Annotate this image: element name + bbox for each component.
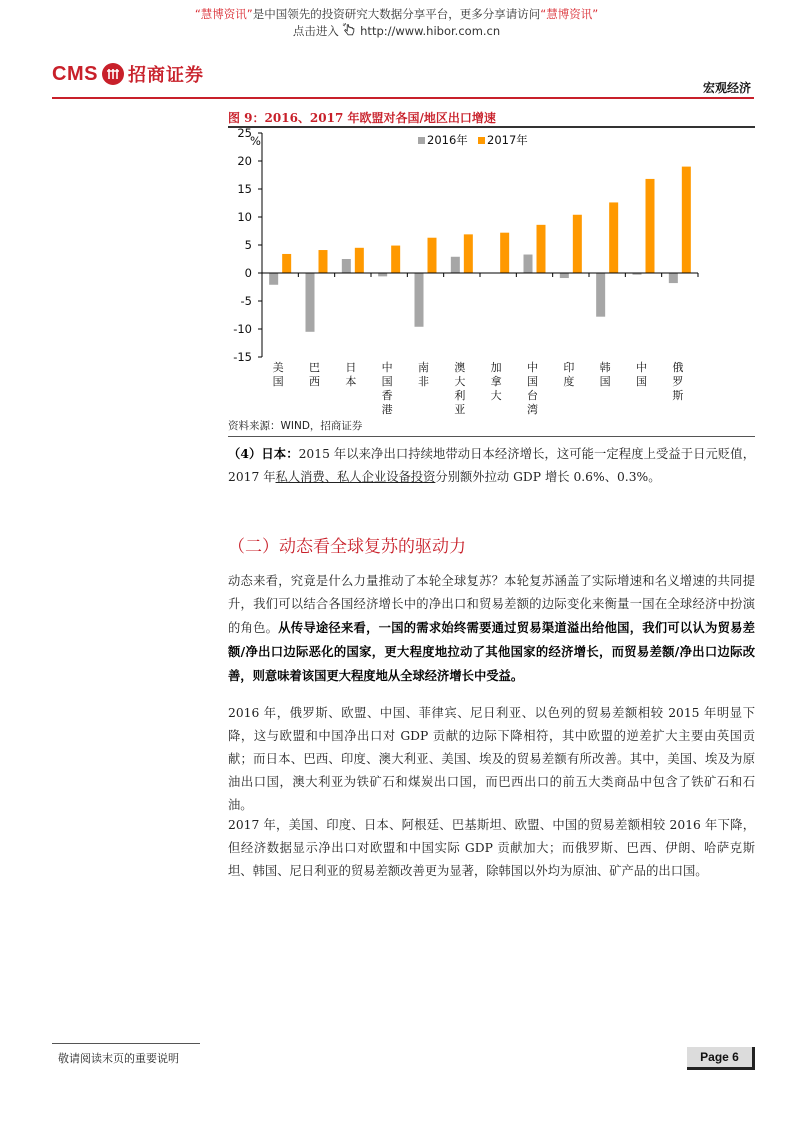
- bar-2017年-日本: [355, 248, 364, 273]
- logo-cn-text: 招商证券: [127, 65, 204, 86]
- y-tick-label: 15: [237, 182, 252, 196]
- y-tick-label: 0: [244, 266, 252, 280]
- x-category-label: 印: [563, 361, 575, 374]
- x-category-label: 国: [381, 375, 393, 388]
- footer-note: 敬请阅读末页的重要说明: [58, 1052, 179, 1065]
- bar-2017年-印度: [573, 215, 582, 273]
- bar-2017年-南非: [428, 238, 437, 273]
- bar-2016年-南非: [415, 273, 424, 327]
- x-category-label: 国: [272, 375, 284, 388]
- paragraph-japan: [228, 442, 755, 489]
- x-category-label: 度: [563, 375, 575, 388]
- x-category-label: 台: [527, 389, 538, 402]
- section-label: 宏观经济: [702, 81, 751, 95]
- x-category-label: 港: [381, 403, 393, 416]
- drivers-bold-text: 从传导途径来看，一国的需求始终需要通过贸易渠道溢出给他国，我们可以认为贸易差额/净出口边际恶化的国家，更大程度地拉动了其他国家的经济增长，而贸易差额/净出口边际改善，则意味着该国更大程度地从全球经济增长中受益。: [228, 620, 755, 683]
- x-category-label: 湾: [527, 403, 538, 416]
- text-2016: 2016 年，俄罗斯、欧盟、中国、菲律宾、尼日利亚、以色列的贸易差额相较 2015 年明显下降，这与欧盟和中国净出口对 GDP 贡献的边际下降相符，其中欧盟的逆差扩大主要由英国贡献；而日本、巴西、印度、澳大利亚、美国、埃及的贸易差额有所改善。其中，美国、埃及为原油出口国，澳大利亚为铁矿石和煤炭出口国，而巴西出口的前五大类商品中包含了铁矿石和石油。: [228, 706, 755, 812]
- bar-2017年-美国: [282, 254, 291, 273]
- x-category-label: 大: [454, 375, 466, 388]
- japan-text-1: 2015 年以来净出口持续地带动日本经济增长，这可能一定程度上受益于日元贬值，2017 年: [228, 447, 755, 484]
- x-category-label: 中: [381, 361, 393, 374]
- banner-line-1: [0, 6, 793, 23]
- x-category-label: 巴: [309, 361, 320, 374]
- y-tick-label: 10: [237, 210, 252, 224]
- x-category-label: 利: [454, 389, 466, 402]
- x-category-label: 澳: [454, 361, 466, 374]
- cms-logo: [52, 62, 204, 86]
- y-axis: [233, 128, 262, 364]
- bar-2017年-加拿大: [500, 233, 509, 273]
- bar-2016年-中国台湾: [524, 255, 533, 273]
- y-tick-label: -15: [233, 350, 252, 364]
- x-category-label: 中: [636, 361, 647, 374]
- legend-label-2017年: 2017年: [487, 133, 528, 147]
- x-category-label: 俄: [672, 361, 684, 374]
- paragraph-drivers: [228, 570, 755, 688]
- banner-brand[interactable]: “慧博资讯”: [194, 7, 253, 21]
- bar-2016年-中国香港: [378, 273, 387, 276]
- footer-rule: [52, 1043, 200, 1044]
- bar-2016年-美国: [269, 273, 278, 285]
- pointer-hand-icon: [342, 23, 356, 37]
- bar-2016年-印度: [560, 273, 569, 278]
- x-category-label: 国: [599, 375, 611, 388]
- x-category-label: 南: [418, 361, 429, 374]
- export-growth-chart: [228, 128, 708, 418]
- source-rule: [228, 436, 755, 437]
- y-tick-label: 25: [237, 128, 252, 140]
- x-category-label: 国: [527, 375, 538, 388]
- top-banner: [0, 6, 793, 40]
- header-divider: [52, 97, 754, 99]
- japan-text-underlined: 私人消费、私人企业设备投资: [275, 470, 436, 484]
- paragraph-2017: [228, 814, 755, 883]
- legend-swatch-2017年: [478, 137, 485, 144]
- bar-2017年-中国香港: [391, 246, 400, 273]
- y-tick-label: 20: [237, 154, 252, 168]
- legend-label-2016年: 2016年: [427, 133, 468, 147]
- x-category-label: 本: [345, 375, 357, 388]
- paragraph-2016: [228, 702, 755, 817]
- bar-2016年-巴西: [306, 273, 315, 332]
- japan-label: （4）日本：: [228, 446, 299, 461]
- x-category-label: 罗: [672, 375, 684, 388]
- logo-cms-text: CMS: [52, 62, 98, 85]
- x-category-label: 美: [272, 361, 284, 374]
- x-category-label: 斯: [672, 389, 684, 402]
- section-heading: （二）动态看全球复苏的驱动力: [228, 537, 466, 557]
- drivers-text: 动态来看，究竟是什么力量推动了本轮全球复苏？本轮复苏涵盖了实际增速和名义增速的共同提升，我们可以结合各国经济增长中的净出口和贸易差额的边际变化来衡量一国在全球经济中扮演的角色。: [228, 574, 755, 635]
- bar-2017年-韩国: [609, 202, 618, 273]
- bar-2017年-澳大利亚: [464, 234, 473, 273]
- x-category-label: 国: [636, 375, 647, 388]
- x-category-label: 加: [490, 361, 502, 374]
- legend-swatch-2016年: [418, 137, 425, 144]
- x-category-label: 香: [381, 389, 393, 402]
- logo-seal-icon: [102, 63, 124, 85]
- japan-text-2: 分别额外拉动 GDP 增长 0.6%、0.3%。: [435, 470, 661, 484]
- bar-2016年-日本: [342, 259, 351, 273]
- text-2017: 2017 年，美国、印度、日本、阿根廷、巴基斯坦、欧盟、中国的贸易差额相较 2016 年下降，但经济数据显示净出口对欧盟和中国实际 GDP 贡献加大；而俄罗斯、巴西、伊朗、哈萨克斯坦、韩国、尼日利亚的贸易差额改善更为显著，除韩国以外均为原油、矿产品的出口国。: [228, 818, 755, 878]
- banner-line-2: [0, 23, 793, 40]
- x-category-label: 中: [527, 361, 538, 374]
- y-tick-label: -5: [240, 294, 252, 308]
- x-category-label: 西: [309, 375, 320, 388]
- bar-2016年-韩国: [596, 273, 605, 317]
- legend: [418, 133, 528, 147]
- banner-url-link[interactable]: http://www.hibor.com.cn: [360, 24, 501, 38]
- bars: [269, 167, 691, 332]
- banner-brand-2[interactable]: “慧博资讯”: [540, 7, 599, 21]
- y-tick-label: -10: [233, 322, 252, 336]
- x-category-label: 亚: [454, 403, 466, 416]
- x-category-label: 韩: [599, 361, 611, 374]
- bar-2017年-俄罗斯: [682, 167, 691, 273]
- bar-2017年-巴西: [319, 250, 328, 273]
- banner-click-text: 点击进入: [292, 24, 339, 38]
- x-axis: [262, 273, 698, 416]
- bar-2016年-澳大利亚: [451, 257, 460, 273]
- banner-text: 是中国领先的投资研究大数据分享平台，更多分享请访问: [252, 7, 541, 21]
- figure-source: 资料来源：WIND，招商证券: [228, 420, 363, 432]
- x-category-label: 大: [490, 389, 502, 402]
- x-category-label: 拿: [490, 375, 502, 388]
- bar-2017年-中国台湾: [537, 225, 546, 273]
- figure-title: 图 9：2016、2017 年欧盟对各国/地区出口增速: [228, 111, 496, 125]
- page-number: Page 6: [687, 1047, 755, 1070]
- x-category-label: 日: [345, 361, 357, 374]
- y-tick-label: 5: [244, 238, 252, 252]
- bar-2017年-中国: [646, 179, 655, 273]
- bar-2016年-俄罗斯: [669, 273, 678, 283]
- x-category-label: 非: [418, 375, 429, 388]
- y-axis-unit: %: [250, 134, 261, 148]
